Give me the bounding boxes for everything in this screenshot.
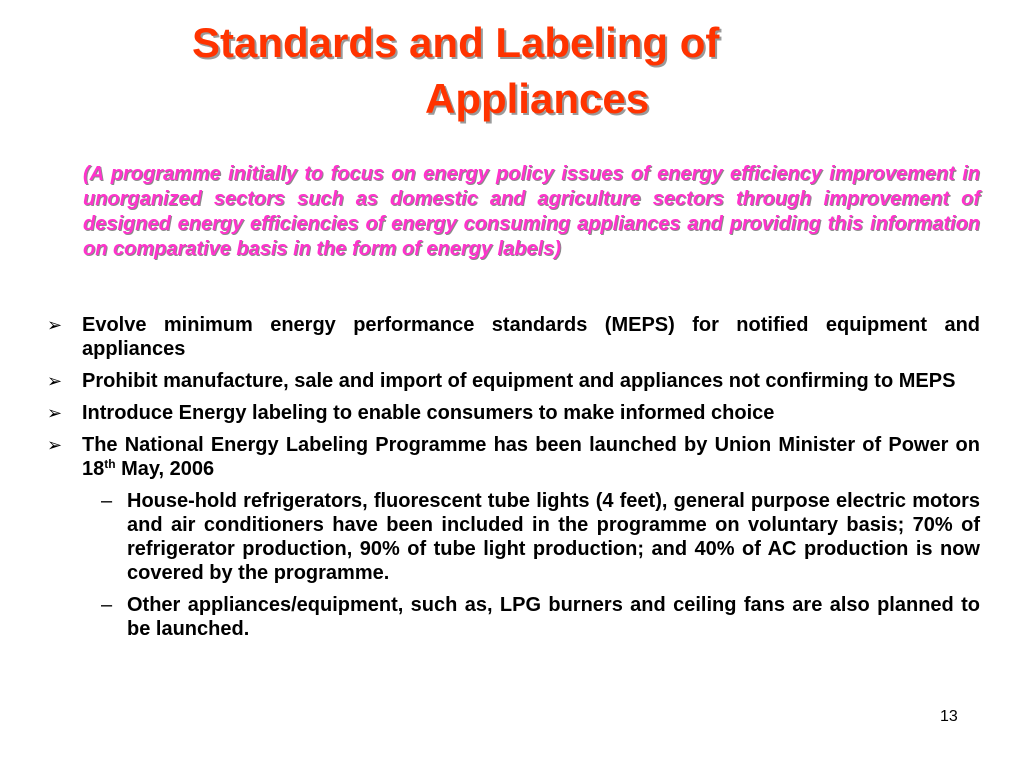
- page-number: 13: [940, 708, 958, 725]
- bullet-text: Introduce Energy labeling to enable consumers to make informed choice: [82, 402, 775, 424]
- bullet-arrow-icon: ➢: [47, 403, 63, 423]
- slide-subtitle: (A programme initially to focus on energy policy issues of energy efficiency improvement in unorganized sectors such as domestic and agriculture sectors through improvement of designed energy efficiencies of energy consuming appliances and providing this information on comparative basis in the form of energy labels): [83, 163, 980, 260]
- slide-title-line-2: Appliances: [425, 75, 650, 122]
- bullet-item-launch: [0, 433, 980, 481]
- bullet-arrow-icon: ➢: [47, 435, 63, 455]
- bullet-text-after: May, 2006: [115, 458, 215, 480]
- dash-icon: –: [101, 490, 113, 512]
- bullet-arrow-icon: ➢: [47, 371, 63, 391]
- sub-bullet-text: House-hold refrigerators, fluorescent tube lights (4 feet), general purpose electric motors and air conditioners have been included in the programme on voluntary basis; 70% of refrigerator production, 90% of tube light production; and 40% of AC production is now covered by the programme.: [127, 490, 980, 584]
- dash-icon: –: [101, 594, 113, 616]
- sub-bullet-item-planned: [0, 593, 980, 641]
- bullet-item-prohibit: [0, 369, 980, 393]
- sub-bullet-item-covered: [0, 489, 980, 585]
- bullet-text: Evolve minimum energy performance standards (MEPS) for notified equipment and appliances: [82, 314, 980, 360]
- bullet-text: Prohibit manufacture, sale and import of equipment and appliances not confirming to MEPS: [82, 370, 956, 392]
- bullet-list: [0, 313, 1024, 649]
- bullet-text-before: The National Energy Labeling Programme has been launched by Union Minister of Power on 18: [82, 434, 980, 480]
- bullet-item-meps: [0, 313, 980, 361]
- bullet-arrow-icon: ➢: [47, 315, 63, 335]
- bullet-item-labeling: [0, 401, 980, 425]
- sub-bullet-text: Other appliances/equipment, such as, LPG burners and ceiling fans are also planned to be launched.: [127, 594, 980, 640]
- slide-title-line-1: Standards and Labeling of: [192, 19, 720, 66]
- date-superscript: th: [104, 457, 116, 471]
